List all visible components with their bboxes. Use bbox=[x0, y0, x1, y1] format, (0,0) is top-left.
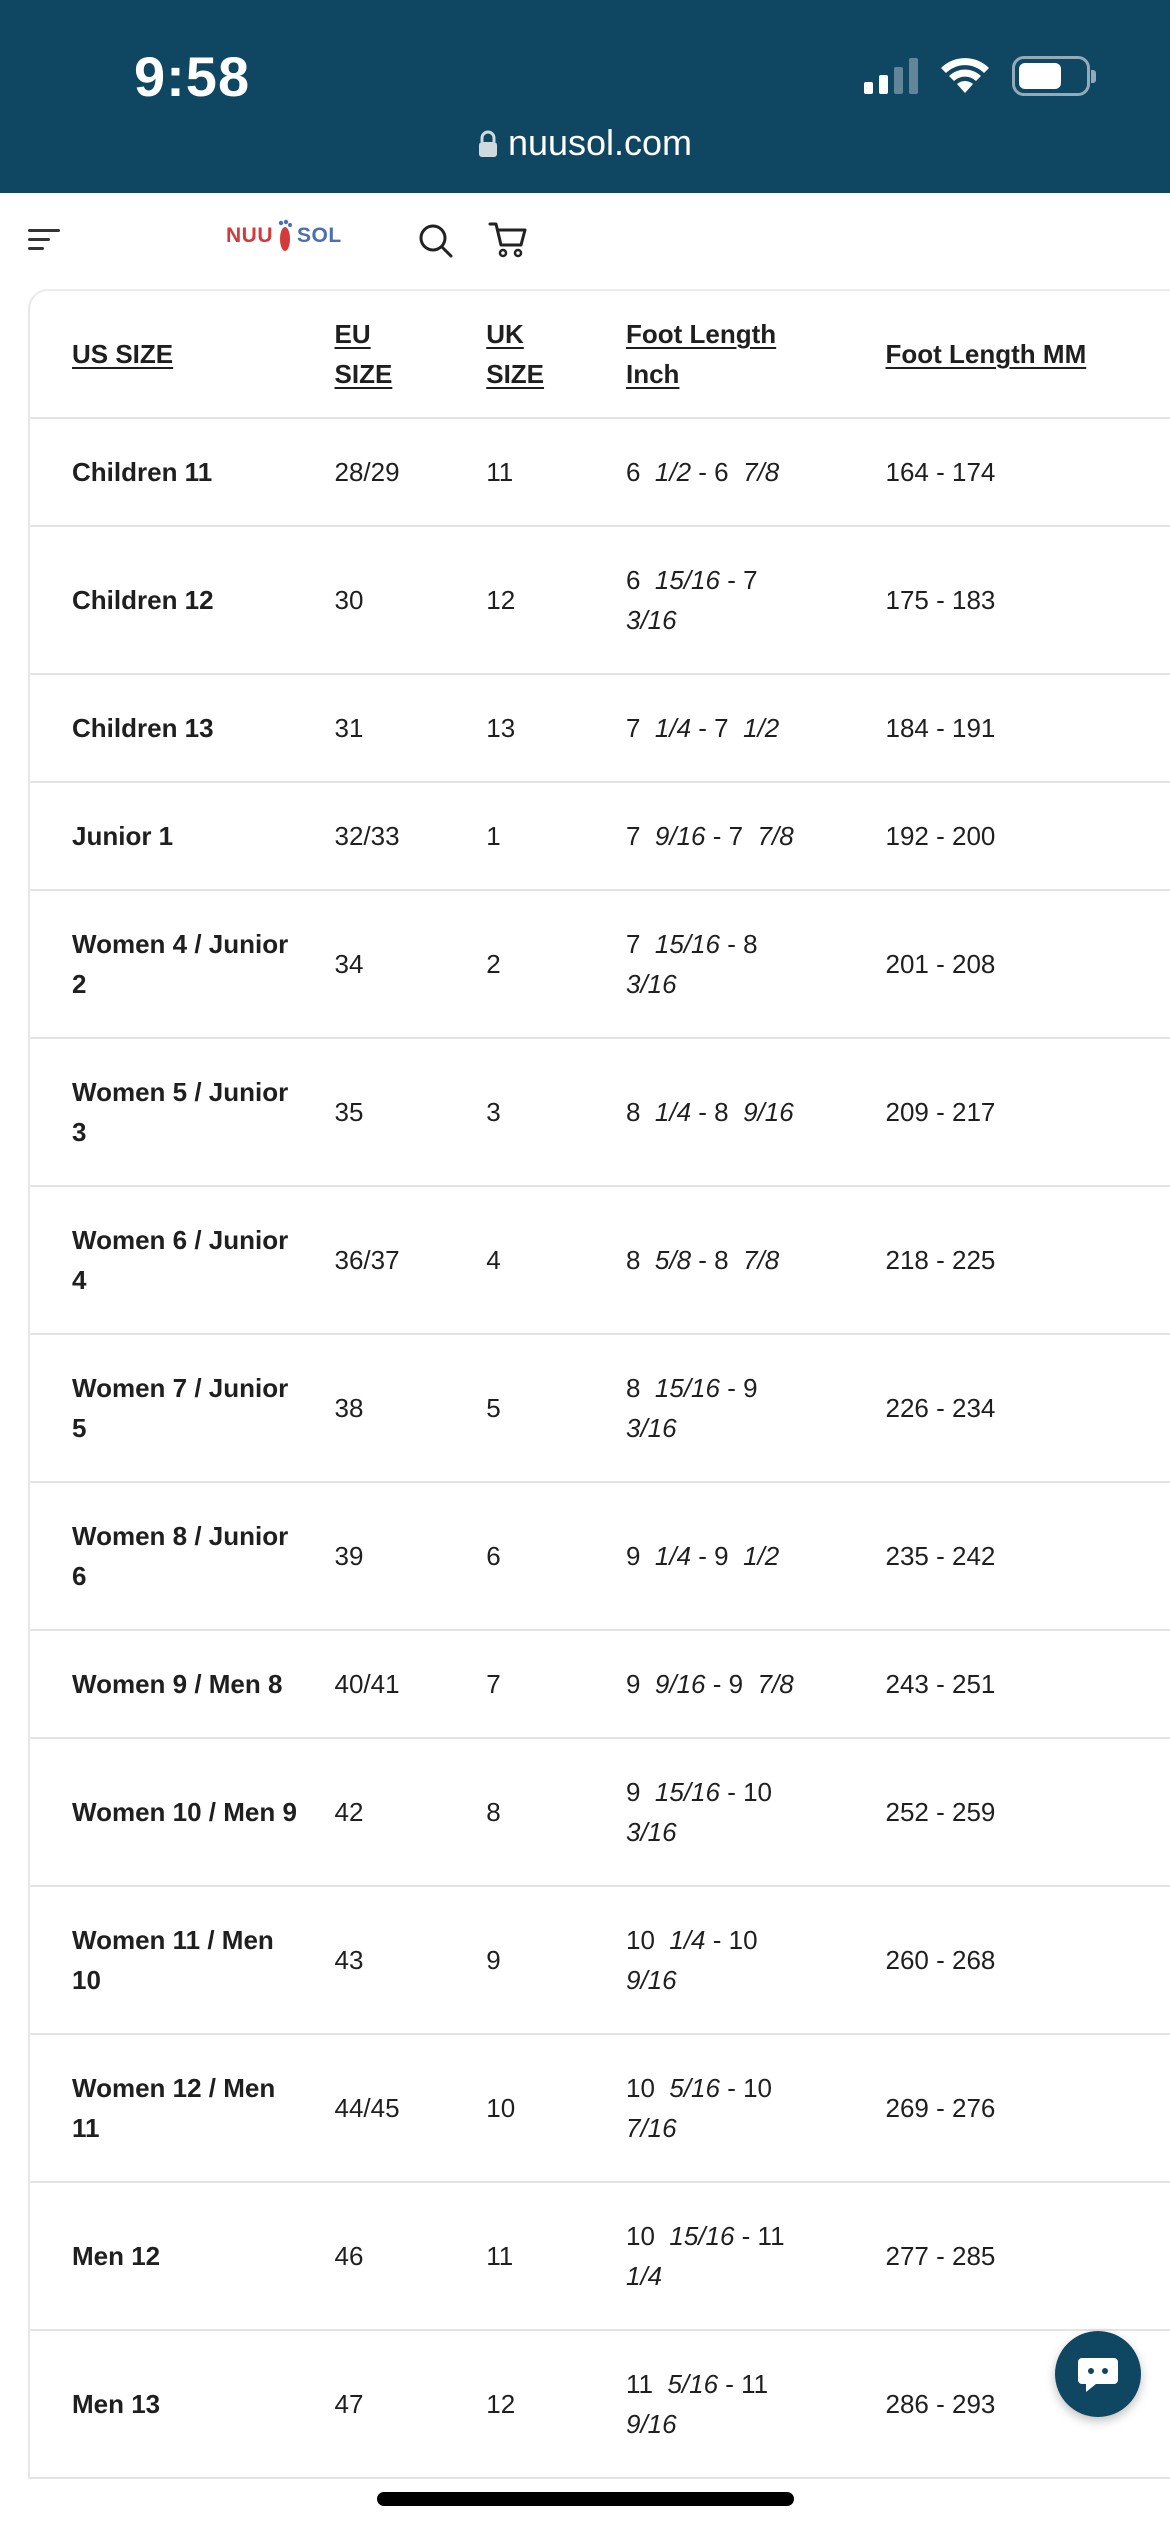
url-bar[interactable] bbox=[0, 122, 1170, 164]
cell-foot-length-inch: 10 15/16 - 11 1/4 bbox=[625, 2221, 785, 2291]
cell-uk-size: 7 bbox=[486, 1669, 501, 1699]
browser-chrome bbox=[0, 0, 1170, 193]
cell-foot-length-inch: 7 1/4 - 7 1/2 bbox=[625, 713, 780, 743]
cell-uk-size: 12 bbox=[486, 2389, 516, 2419]
table-row bbox=[30, 783, 1170, 891]
wifi-icon bbox=[940, 57, 990, 95]
table-row bbox=[30, 1187, 1170, 1335]
cell-us-size: Women 4 / Junior 2 bbox=[72, 929, 289, 999]
cell-uk-size: 10 bbox=[486, 2093, 516, 2123]
cell-foot-length-mm: 164 - 174 bbox=[885, 457, 996, 487]
cell-eu-size: 38 bbox=[334, 1393, 364, 1423]
header-uk-size: UK SIZE bbox=[486, 319, 545, 389]
foot-logo-icon bbox=[277, 219, 293, 253]
cell-foot-length-inch: 9 15/16 - 10 3/16 bbox=[625, 1777, 773, 1847]
table-header-row bbox=[30, 291, 1170, 419]
cell-eu-size: 46 bbox=[334, 2241, 364, 2271]
signal-icon bbox=[864, 58, 918, 94]
cell-foot-length-mm: 184 - 191 bbox=[885, 713, 996, 743]
cell-us-size: Women 10 / Men 9 bbox=[72, 1797, 297, 1827]
table-body bbox=[30, 419, 1170, 2479]
cell-us-size: Women 7 / Junior 5 bbox=[72, 1373, 289, 1443]
cell-eu-size: 30 bbox=[334, 585, 364, 615]
header-us-size: US SIZE bbox=[72, 339, 174, 369]
cell-foot-length-inch: 7 9/16 - 7 7/8 bbox=[625, 821, 794, 851]
url-domain: nuusol.com bbox=[507, 122, 693, 163]
cell-foot-length-mm: 269 - 276 bbox=[885, 2093, 996, 2123]
cell-us-size: Women 11 / Men 10 bbox=[72, 1925, 274, 1995]
cell-foot-length-mm: 192 - 200 bbox=[885, 821, 996, 851]
cell-foot-length-mm: 277 - 285 bbox=[885, 2241, 996, 2271]
cell-uk-size: 12 bbox=[486, 585, 516, 615]
cell-eu-size: 43 bbox=[334, 1945, 364, 1975]
table-row bbox=[30, 1335, 1170, 1483]
table-row bbox=[30, 2183, 1170, 2331]
menu-icon[interactable] bbox=[28, 227, 62, 253]
cell-foot-length-inch: 6 1/2 - 6 7/8 bbox=[625, 457, 780, 487]
table-row bbox=[30, 1739, 1170, 1887]
cell-foot-length-mm: 260 - 268 bbox=[885, 1945, 996, 1975]
cell-us-size: Women 5 / Junior 3 bbox=[72, 1077, 289, 1147]
cell-uk-size: 11 bbox=[486, 457, 514, 487]
battery-icon bbox=[1012, 56, 1090, 96]
cell-eu-size: 34 bbox=[334, 949, 364, 979]
table-row bbox=[30, 2035, 1170, 2183]
cell-us-size: Children 11 bbox=[72, 457, 213, 487]
cell-uk-size: 11 bbox=[486, 2241, 514, 2271]
table-row bbox=[30, 1039, 1170, 1187]
cell-uk-size: 6 bbox=[486, 1541, 501, 1571]
header-foot-length-mm: Foot Length MM bbox=[885, 339, 1087, 369]
home-indicator[interactable] bbox=[377, 2492, 794, 2506]
cell-eu-size: 39 bbox=[334, 1541, 364, 1571]
cell-eu-size: 44/45 bbox=[334, 2093, 400, 2123]
cell-foot-length-inch: 8 1/4 - 8 9/16 bbox=[625, 1097, 794, 1127]
cell-eu-size: 36/37 bbox=[334, 1245, 400, 1275]
cell-us-size: Men 12 bbox=[72, 2241, 161, 2271]
table-row bbox=[30, 527, 1170, 675]
table-row bbox=[30, 1631, 1170, 1739]
cell-us-size: Children 13 bbox=[72, 713, 214, 743]
cell-eu-size: 32/33 bbox=[334, 821, 400, 851]
cell-foot-length-mm: 175 - 183 bbox=[885, 585, 996, 615]
table-row bbox=[30, 2331, 1170, 2479]
cell-foot-length-mm: 226 - 234 bbox=[885, 1393, 996, 1423]
cell-uk-size: 4 bbox=[486, 1245, 501, 1275]
table-row bbox=[30, 891, 1170, 1039]
cell-us-size: Women 6 / Junior 4 bbox=[72, 1225, 289, 1295]
cell-eu-size: 40/41 bbox=[334, 1669, 400, 1699]
cell-foot-length-mm: 218 - 225 bbox=[885, 1245, 996, 1275]
search-icon[interactable] bbox=[418, 223, 454, 259]
cell-us-size: Women 9 / Men 8 bbox=[72, 1669, 283, 1699]
cell-us-size: Women 12 / Men 11 bbox=[72, 2073, 276, 2143]
site-header bbox=[0, 193, 1170, 289]
cell-foot-length-inch: 9 1/4 - 9 1/2 bbox=[625, 1541, 780, 1571]
header-eu-size: EU SIZE bbox=[334, 319, 393, 389]
cell-eu-size: 31 bbox=[334, 713, 364, 743]
cell-uk-size: 8 bbox=[486, 1797, 501, 1827]
cell-us-size: Junior 1 bbox=[72, 821, 174, 851]
cell-eu-size: 42 bbox=[334, 1797, 364, 1827]
cell-eu-size: 35 bbox=[334, 1097, 364, 1127]
chat-icon bbox=[1076, 2354, 1120, 2394]
cell-foot-length-inch: 6 15/16 - 7 3/16 bbox=[625, 565, 758, 635]
cell-foot-length-mm: 201 - 208 bbox=[885, 949, 996, 979]
table-row bbox=[30, 1887, 1170, 2035]
cell-foot-length-mm: 235 - 242 bbox=[885, 1541, 996, 1571]
cell-us-size: Men 13 bbox=[72, 2389, 161, 2419]
cell-eu-size: 47 bbox=[334, 2389, 364, 2419]
cell-foot-length-inch: 10 5/16 - 10 7/16 bbox=[625, 2073, 772, 2143]
cell-foot-length-inch: 7 15/16 - 8 3/16 bbox=[625, 929, 758, 999]
logo-text-right: SOL bbox=[297, 224, 342, 247]
cell-uk-size: 13 bbox=[486, 713, 516, 743]
lock-icon bbox=[478, 130, 498, 158]
table-row bbox=[30, 675, 1170, 783]
chat-button[interactable] bbox=[1055, 2331, 1141, 2417]
cell-uk-size: 9 bbox=[486, 1945, 501, 1975]
cell-foot-length-inch: 10 1/4 - 10 9/16 bbox=[625, 1925, 758, 1995]
cell-foot-length-inch: 8 5/8 - 8 7/8 bbox=[625, 1245, 780, 1275]
status-icons bbox=[864, 56, 1090, 96]
cell-foot-length-mm: 286 - 293 bbox=[885, 2389, 996, 2419]
logo-text-left: NUU bbox=[226, 224, 273, 247]
size-chart-table bbox=[28, 289, 1170, 2479]
cell-foot-length-inch: 8 15/16 - 9 3/16 bbox=[625, 1373, 758, 1443]
table-row bbox=[30, 419, 1170, 527]
status-time: 9:58 bbox=[134, 45, 251, 108]
cell-uk-size: 1 bbox=[486, 821, 501, 851]
cell-uk-size: 2 bbox=[486, 949, 501, 979]
cell-foot-length-mm: 243 - 251 bbox=[885, 1669, 996, 1699]
table-row bbox=[30, 1483, 1170, 1631]
cell-foot-length-inch: 11 5/16 - 11 9/16 bbox=[625, 2369, 769, 2439]
cell-foot-length-inch: 9 9/16 - 9 7/8 bbox=[625, 1669, 794, 1699]
cart-icon[interactable] bbox=[488, 221, 528, 259]
cell-uk-size: 3 bbox=[486, 1097, 501, 1127]
cell-us-size: Children 12 bbox=[72, 585, 214, 615]
cell-foot-length-mm: 252 - 259 bbox=[885, 1797, 996, 1827]
cell-eu-size: 28/29 bbox=[334, 457, 400, 487]
cell-uk-size: 5 bbox=[486, 1393, 501, 1423]
site-logo[interactable] bbox=[226, 219, 342, 253]
header-foot-length-inch: Foot Length Inch bbox=[625, 319, 777, 389]
cell-us-size: Women 8 / Junior 6 bbox=[72, 1521, 289, 1591]
cell-foot-length-mm: 209 - 217 bbox=[885, 1097, 996, 1127]
